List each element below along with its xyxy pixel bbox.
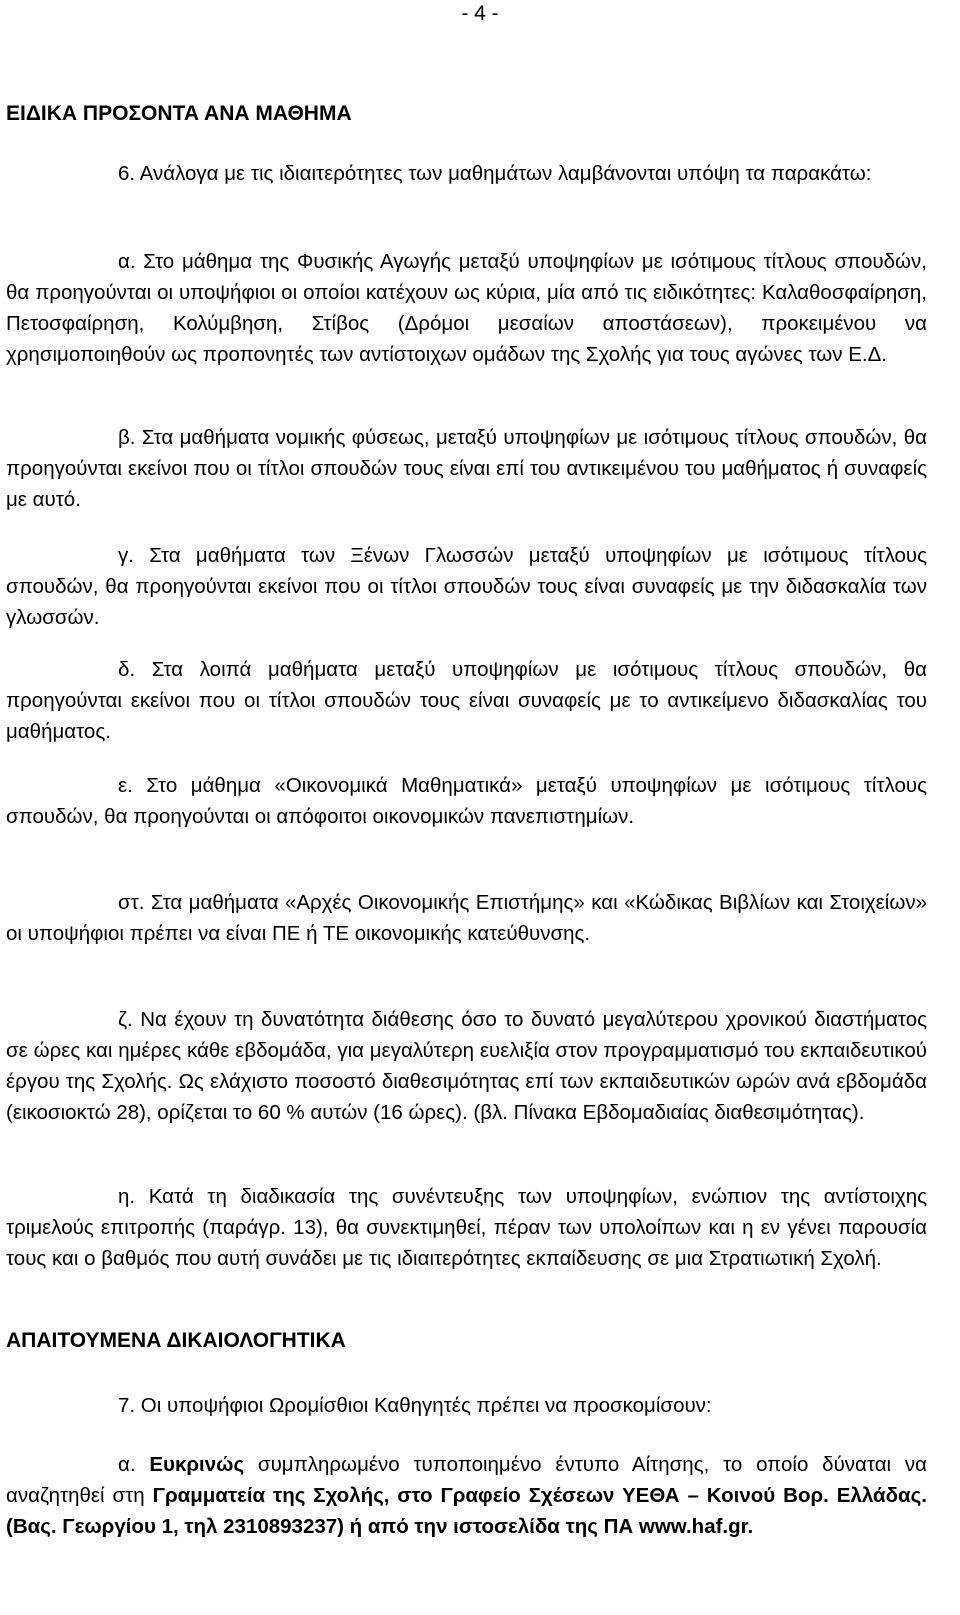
paragraph-7a xyxy=(6,1449,927,1542)
paragraph-6: 6. Ανάλογα με τις ιδιαιτερότητες των μαθημάτων λαμβάνονται υπόψη τα παρακάτω: xyxy=(118,162,872,185)
paragraph-6b: β. Στα μαθήματα νομικής φύσεως, μεταξύ υποψηφίων με ισότιμους τίτλους σπουδών, θα προηγούνται εκείνοι που οι τίτλοι σπουδών τους είναι επί του αντικειμένου του μαθήματος ή συναφείς με αυτό. xyxy=(6,426,927,511)
paragraph-6e: ε. Στο μάθημα «Οικονομικά Μαθηματικά» μεταξύ υποψηφίων με ισότιμους τίτλους σπουδών, θα προηγούνται οι απόφοιτοι οικονομικών πανεπιστημίων. xyxy=(6,774,927,828)
paragraph-6h: η. Κατά τη διαδικασία της συνέντευξης των υποψηφίων, ενώπιον της αντίστοιχης τριμελούς επιτροπής (παράγρ. 13), θα συνεκτιμηθεί, πέραν των υπολοίπων και η εν γένει παρουσία τους και ο βαθμός που αυτή συνάδει με τις ιδιαιτερότητες εκπαίδευσης σε μια Στρατιωτική Σχολή. xyxy=(6,1185,927,1270)
paragraph-7: 7. Οι υποψήφιοι Ωρομίσθιοι Καθηγητές πρέπει να προσκομίσουν: xyxy=(118,1394,712,1417)
paragraph-6d: δ. Στα λοιπά μαθήματα μεταξύ υποψηφίων με ισότιμους τίτλους σπουδών, θα προηγούνται εκείνοι που οι τίτλοι σπουδών τους είναι συναφείς με το αντικείμενο διδασκαλίας του μαθήματος. xyxy=(6,658,927,743)
section-heading-special-qualifications: ΕΙΔΙΚΑ ΠΡΟΣΟΝΤΑ ΑΝΑ ΜΑΘΗΜΑ xyxy=(6,102,352,125)
paragraph-7a-bold-location: Γραμματεία της Σχολής, στο Γραφείο Σχέσεων ΥΕΘΑ – Κοινού Βορ. Ελλάδας. (Βας. Γεωργίου 1, τηλ 2310893237) ή από την ιστοσελίδα της ΠΑ www.haf.gr. xyxy=(6,1484,927,1538)
section-heading-required-documents: ΑΠΑΙΤΟΥΜΕΝΑ ΔΙΚΑΙΟΛΟΓΗΤΙΚΑ xyxy=(6,1329,346,1352)
paragraph-7a-label: α. xyxy=(118,1453,150,1476)
paragraph-7a-bold-clearly: Ευκρινώς xyxy=(149,1453,245,1476)
page-number: - 4 - xyxy=(461,2,499,25)
paragraph-6a: α. Στο μάθημα της Φυσικής Αγωγής μεταξύ υποψηφίων με ισότιμους τίτλους σπουδών, θα προηγούνται οι υποψήφιοι οι οποίοι κατέχουν ως κύρια, μία από τις ειδικότητες: Καλαθοσφαίρηση, Πετοσφαίρηση, Κολύμβηση, Στίβος (Δρόμοι μεσαίων αποστάσεων), προκειμένου να χρησιμοποιηθούν ως προπονητές των αντίστοιχων ομάδων της Σχολής για τους αγώνες των Ε.Δ. xyxy=(6,250,927,366)
paragraph-6z: ζ. Να έχουν τη δυνατότητα διάθεσης όσο το δυνατό μεγαλύτερου χρονικού διαστήματος σε ώρες και ημέρες κάθε εβδομάδα, για μεγαλύτερη ευελιξία στον προγραμματισμό του εκπαιδευτικού έργου της Σχολής. Ως ελάχιστο ποσοστό διαθεσιμότητας επί των εκπαιδευτικών ωρών ανά εβδομάδα (εικοσιοκτώ 28), ορίζεται το 60 % αυτών (16 ώρες). (βλ. Πίνακα Εβδομαδιαίας διαθεσιμότητας). xyxy=(6,1008,927,1124)
paragraph-7a-text: συμπληρωμένο τυποποιημένο έντυπο Αίτησης, το οποίο δύναται να αναζητηθεί στη xyxy=(6,1453,927,1507)
paragraph-6c: γ. Στα μαθήματα των Ξένων Γλωσσών μεταξύ υποψηφίων με ισότιμους τίτλους σπουδών, θα προηγούνται εκείνοι που οι τίτλοι σπουδών τους είναι συναφείς με την διδασκαλία των γλωσσών. xyxy=(6,544,927,629)
paragraph-6st: στ. Στα μαθήματα «Αρχές Οικονομικής Επιστήμης» και «Κώδικας Βιβλίων και Στοιχείων» οι υποψήφιοι πρέπει να είναι ΠΕ ή ΤΕ οικονομικής κατεύθυνσης. xyxy=(6,891,927,945)
